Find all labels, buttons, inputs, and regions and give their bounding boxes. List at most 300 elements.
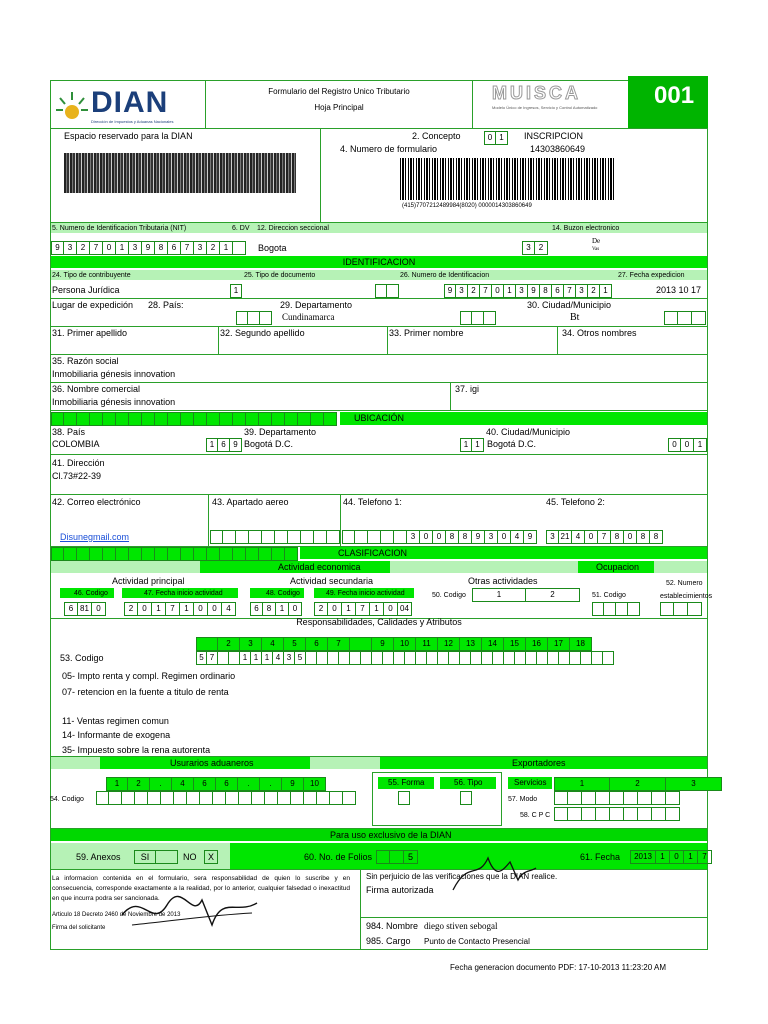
responsabilidad-number: 10 (394, 637, 416, 651)
fecha49-digit: 7 (356, 602, 370, 616)
codigo54-cell (252, 791, 265, 805)
buzon-label: 14. Buzon electronico (552, 225, 620, 232)
usuario-aduanero-number: 2 (128, 777, 150, 791)
anexos-si-label: SI (134, 850, 156, 864)
tipo-contribuyente-value: Persona Jurídica (52, 285, 120, 295)
cpc-cell (624, 807, 638, 821)
codigo53-digit (449, 651, 460, 665)
responsabilidad-item: 35- Impuesto sobre la rena autorenta (62, 745, 211, 755)
ciudad-digit: 0 (668, 438, 681, 452)
modo-cell (652, 791, 666, 805)
nit-digit: 2 (77, 241, 90, 255)
autorizada-signature (448, 850, 538, 895)
fecha49-digit: 1 (370, 602, 384, 616)
nit-digit: 3 (64, 241, 77, 255)
modo-cell (568, 791, 582, 805)
codigo53-digit (515, 651, 526, 665)
fecha-dian-label: 61. Fecha (580, 852, 621, 862)
modo-cell (638, 791, 652, 805)
ubicacion-cell (285, 412, 298, 426)
fecha-dian-digit: 1 (656, 850, 670, 864)
modo-cell (596, 791, 610, 805)
ubicacion-cell (259, 412, 272, 426)
codigo53-digit (383, 651, 394, 665)
codigo48-digit: 1 (276, 602, 289, 616)
responsabilidades-numbers (196, 637, 592, 651)
dian-logo (53, 84, 203, 128)
pais-label: 38. País (52, 427, 86, 437)
fecha-generacion: Fecha generacion documento PDF: 17-10-2013 11:23:20 AM (450, 963, 666, 972)
telefono2-label: 45. Telefono 2: (546, 497, 605, 507)
codigo54-cell (109, 791, 122, 805)
id-label-band (51, 270, 707, 280)
tipo-cells (460, 791, 472, 805)
segundo-apellido-label: 32. Segundo apellido (220, 328, 305, 338)
codigo54-cell (174, 791, 187, 805)
tipo-documento-cells (375, 284, 399, 298)
cpc-cells (554, 807, 680, 821)
usuario-aduanero-number: 1 (106, 777, 128, 791)
clasificacion-cell (168, 547, 181, 561)
telefono2-digit: 8 (650, 530, 663, 544)
codigo53-digit (460, 651, 471, 665)
direccion-label: 41. Dirección (52, 458, 105, 468)
departamento-digit: 1 (460, 438, 472, 452)
cargo-label: 985. Cargo (366, 936, 411, 946)
servicios-numbers (554, 777, 722, 791)
fecha-dian-digit: 2013 (630, 850, 656, 864)
nombre-value: diego stiven sebogal (424, 921, 498, 931)
codigo54-cell (304, 791, 317, 805)
tipo-contribuyente-label: 24. Tipo de contribuyente (52, 272, 131, 279)
ubicacion-cell (207, 412, 220, 426)
apartado-cell (249, 530, 262, 544)
dian-logo-text: DIAN (91, 86, 169, 119)
pais-exp-cells (236, 311, 272, 325)
dian-sun-icon (55, 90, 89, 124)
telefono1-digit: 9 (524, 530, 537, 544)
ubicacion-cell (77, 412, 90, 426)
cpc-cell (568, 807, 582, 821)
codigo46-label: 46. Codigo (74, 590, 108, 597)
razon-social-value: Inmobiliaria génesis innovation (52, 369, 176, 379)
ubicacion-cell (246, 412, 259, 426)
codigo48-digit: 0 (289, 602, 302, 616)
codigo53-digit (361, 651, 372, 665)
sigla-label: 37. igi (455, 384, 480, 394)
nit-digits (51, 241, 246, 255)
codigo53-digit (317, 651, 328, 665)
codigo53-digit (570, 651, 581, 665)
ubicacion-cell (116, 412, 129, 426)
departamento-value: Bogotá D.C. (244, 439, 294, 449)
fecha49-digit: 2 (314, 602, 328, 616)
pais-code (206, 438, 242, 452)
clasificacion-title: CLASIFICACION (338, 548, 408, 558)
codigo54-cell (226, 791, 239, 805)
fecha47-digit: 0 (138, 602, 152, 616)
codigo46-digit: 6 (64, 602, 78, 616)
nit-digit: 7 (181, 241, 194, 255)
apartado-cell (327, 530, 340, 544)
telefono2-digit: 8 (611, 530, 624, 544)
codigo53-digit: 3 (284, 651, 295, 665)
otros-nombres-label: 34. Otros nombres (562, 328, 637, 338)
ubicacion-cell (90, 412, 103, 426)
form-number: 001 (654, 82, 695, 109)
cpc-label: 58. C P C (520, 812, 551, 819)
direccion-value: Cl.73#22-39 (52, 471, 102, 481)
apartado-cell (275, 530, 288, 544)
fecha-dian-digit: 7 (698, 850, 712, 864)
ubicacion-cell (168, 412, 181, 426)
usuario-aduanero-number: . (238, 777, 260, 791)
fecha49-digit: 0 (384, 602, 398, 616)
codigo51-label: 51. Codigo (592, 592, 626, 599)
responsabilidad-number: 18 (570, 637, 592, 651)
cpc-cell (610, 807, 624, 821)
usuario-aduanero-number: 4 (172, 777, 194, 791)
codigo53-digit (592, 651, 603, 665)
codigo50-digit: 2 (526, 588, 580, 602)
codigo54-cell (148, 791, 161, 805)
fecha49-digit: 0 (328, 602, 342, 616)
responsabilidad-number (350, 637, 372, 651)
departamento-label: 39. Departamento (244, 427, 317, 437)
responsabilidad-number: 9 (372, 637, 394, 651)
nit-digit: 2 (207, 241, 220, 255)
responsabilidad-item: 11- Ventas regimen comun (62, 716, 169, 726)
telefono2-digit: 8 (637, 530, 650, 544)
telefono1-digit (381, 530, 394, 544)
apartado-cell (236, 530, 249, 544)
usuario-aduanero-number: 10 (304, 777, 326, 791)
ubicacion-title: UBICACIÓN (354, 413, 405, 423)
codigo53-label: 53. Codigo (60, 653, 104, 663)
ciudad-value: Bogotá D.C. (487, 439, 537, 449)
numero-establecimientos-label-2: establecimientos (660, 593, 713, 600)
tipo-label: 56. Tipo (454, 778, 483, 787)
cpc-cell (666, 807, 680, 821)
codigo50-cells (472, 588, 580, 602)
responsabilidad-item: 05- Impto renta y compl. Regimen ordinario (62, 671, 236, 681)
seccional-digit: 2 (535, 241, 548, 255)
numero-identificacion-digit: 7 (564, 284, 576, 298)
otras-actividades-label: Otras actividades (468, 576, 538, 586)
nit-digit: 1 (116, 241, 129, 255)
ciudad-exp-cells (664, 311, 706, 325)
numero-identificacion-digit: 2 (468, 284, 480, 298)
codigo48-digit: 8 (263, 602, 276, 616)
correo-label: 42. Correo electrónico (52, 497, 141, 507)
ubicacion-cell (220, 412, 233, 426)
actividad-secundaria-label: Actividad secundaria (290, 576, 374, 586)
servicio-number: 1 (554, 777, 610, 791)
depto-exp-label: 29. Departamento (280, 300, 353, 310)
modo-cell (666, 791, 680, 805)
departamento-digit: 1 (472, 438, 484, 452)
ubicacion-cells-left (51, 412, 337, 426)
anexos-no (204, 850, 218, 864)
firma-autorizada-label: Firma autorizada (366, 885, 434, 895)
numero-identificacion-digit: 1 (504, 284, 516, 298)
servicios-label: Servicios (514, 778, 547, 787)
lugar-expedicion-label: Lugar de expedición (52, 300, 134, 310)
numero-identificacion-digit: 9 (444, 284, 456, 298)
nit-digit (233, 241, 246, 255)
buzon-value-2: Vas (592, 247, 600, 252)
codigo54-cell (330, 791, 343, 805)
codigo53-digit: 1 (240, 651, 251, 665)
muisca-logo (480, 84, 620, 114)
codigo53-digit: 5 (196, 651, 207, 665)
codigo53-digit (482, 651, 493, 665)
dian-barcode-2d (64, 153, 296, 193)
departamento-code (460, 438, 484, 452)
seccional-code (522, 241, 548, 255)
codigo53-digit (438, 651, 449, 665)
usuarios-numbers (106, 777, 326, 791)
codigo53-digit (548, 651, 559, 665)
correo-value: Disunegmail.com (60, 532, 130, 542)
responsabilidad-number: 15 (504, 637, 526, 651)
clasificacion-cell (90, 547, 103, 561)
seccional-value: Bogota (258, 243, 287, 253)
numero-identificacion-digit: 9 (528, 284, 540, 298)
codigo53-digit: 7 (207, 651, 218, 665)
fecha47-digit: 0 (194, 602, 208, 616)
telefono2-digit: 21 (559, 530, 572, 544)
codigo54-cell (317, 791, 330, 805)
codigo54-cell (343, 791, 356, 805)
nit-digit: 9 (51, 241, 64, 255)
codigo54-cell (239, 791, 252, 805)
numero-identificacion-digit: 0 (492, 284, 504, 298)
responsabilidad-number: 6 (306, 637, 328, 651)
primer-apellido-label: 31. Primer apellido (52, 328, 128, 338)
codigo48-value (250, 602, 302, 616)
fecha47-value (124, 602, 236, 616)
numero-identificacion-digit: 6 (552, 284, 564, 298)
codigo53-digit (328, 651, 339, 665)
nombre-label: 984. Nombre (366, 921, 419, 931)
solicitante-signature (112, 885, 262, 935)
modo-cell (610, 791, 624, 805)
codigo54-cell (135, 791, 148, 805)
anexos-label: 59. Anexos (76, 852, 121, 862)
numero-identificacion-digit: 3 (456, 284, 468, 298)
telefono1-digit: 3 (407, 530, 420, 544)
folios-label: 60. No. de Folios (304, 852, 373, 862)
codigo54-cell (161, 791, 174, 805)
usuario-aduanero-number: 6 (194, 777, 216, 791)
razon-social-label: 35. Razón social (52, 356, 119, 366)
nit-label: 5. Numero de Identificacion Tributaria (NIT) (52, 225, 187, 232)
clasificacion-cell (181, 547, 194, 561)
pais-digit: 9 (230, 438, 242, 452)
dian-use-title: Para uso exclusivo de la DIAN (330, 830, 452, 840)
codigo54-label: 54. Codigo (50, 796, 84, 803)
fecha-dian-digit: 1 (684, 850, 698, 864)
modo-cell (582, 791, 596, 805)
muisca-logo-text: MUISCA (492, 83, 581, 103)
fecha47-digit: 1 (180, 602, 194, 616)
forma-cells (398, 791, 410, 805)
fecha47-digit: 2 (124, 602, 138, 616)
ciudad-exp-label: 30. Ciudad/Municipio (527, 300, 612, 310)
responsabilidad-number: 11 (416, 637, 438, 651)
clasificacion-cell (155, 547, 168, 561)
servicio-number: 3 (666, 777, 722, 791)
nit-digit: 0 (103, 241, 116, 255)
ubicacion-cell (298, 412, 311, 426)
clasificacion-cell (285, 547, 298, 561)
apartado-cell (223, 530, 236, 544)
muisca-logo-subtitle: Modelo Único de Ingresos, Servicio y Control Automatizado (492, 105, 598, 110)
pais-digit: 6 (218, 438, 230, 452)
responsabilidad-number: 17 (548, 637, 570, 651)
codigo53-digit (372, 651, 383, 665)
tipo-documento-label: 25. Tipo de documento (244, 272, 316, 279)
codigo53-digit (537, 651, 548, 665)
concepto-digit: 1 (496, 131, 508, 145)
anexos-no-label: NO (183, 852, 197, 862)
ubicacion-cell (324, 412, 337, 426)
codigo53-digit (504, 651, 515, 665)
telefono2-digit: 0 (585, 530, 598, 544)
clasificacion-cell (233, 547, 246, 561)
codigo53-digit: 1 (262, 651, 273, 665)
ubicacion-cell (155, 412, 168, 426)
numero-identificacion-digits (444, 284, 612, 298)
telefono1-digit: 9 (472, 530, 485, 544)
codigo54-cell (278, 791, 291, 805)
telefono1-label: 44. Telefono 1: (343, 497, 402, 507)
apartado-cell (314, 530, 327, 544)
codigo46-digit: 0 (92, 602, 106, 616)
ubicacion-cell (233, 412, 246, 426)
codigo53-digit: 1 (251, 651, 262, 665)
concepto-code (484, 131, 508, 145)
responsabilidad-number: 16 (526, 637, 548, 651)
codigo53-digit (427, 651, 438, 665)
numero-identificacion-digit: 1 (600, 284, 612, 298)
usuario-aduanero-number: . (150, 777, 172, 791)
codigo48-label: 48. Codigo (266, 590, 300, 597)
responsabilidad-number: 13 (460, 637, 482, 651)
codigo53-digit: 4 (273, 651, 284, 665)
nombre-comercial-value: Inmobiliaria génesis innovation (52, 397, 176, 407)
numero-identificacion-digit: 2 (588, 284, 600, 298)
telefono2-digit: 7 (598, 530, 611, 544)
responsabilidad-item: 07- retencion en la fuente a titulo de renta (62, 687, 229, 697)
usuario-aduanero-number: . (260, 777, 282, 791)
ubicacion-cell (51, 412, 64, 426)
codigo48-digit: 6 (250, 602, 263, 616)
tipo-contribuyente-code (230, 284, 242, 298)
apartado-cells (210, 530, 340, 544)
telefono1-digit: 3 (485, 530, 498, 544)
fecha47-digit: 4 (222, 602, 236, 616)
modo-cell (624, 791, 638, 805)
cpc-cell (582, 807, 596, 821)
usuario-aduanero-number: 6 (216, 777, 238, 791)
telefono1-digit: 0 (433, 530, 446, 544)
identificacion-title: IDENTIFICACION (342, 257, 416, 267)
codigo54-cells (96, 791, 356, 805)
buzon-value: De (592, 237, 601, 245)
clasificacion-cell (103, 547, 116, 561)
cpc-cell (554, 807, 568, 821)
responsabilidad-number: 5 (284, 637, 306, 651)
codigo53-digit (493, 651, 504, 665)
modo-cells (554, 791, 680, 805)
codigo53-digit (350, 651, 361, 665)
clasificacion-cell (194, 547, 207, 561)
form-barcode (400, 158, 614, 200)
cpc-cell (652, 807, 666, 821)
servicio-number: 2 (610, 777, 666, 791)
verificaciones-text: Sin perjuicio de las verificaciones que la DIAN realice. (366, 872, 558, 881)
ocupacion-label: Ocupacion (596, 562, 640, 572)
codigo54-cell (187, 791, 200, 805)
usuarios-aduaneros-title: Usurarios aduaneros (170, 758, 254, 768)
numero-identificacion-digit: 7 (480, 284, 492, 298)
ubicacion-cell (181, 412, 194, 426)
telefono1-digit (342, 530, 355, 544)
codigo53-values (196, 651, 614, 665)
telefono1-digit: 0 (420, 530, 433, 544)
responsabilidad-item: 14- Informante de exogena (62, 730, 171, 740)
concepto-value: INSCRIPCION (524, 131, 584, 141)
telefono1-digits (342, 530, 537, 544)
codigo53-digit (394, 651, 405, 665)
fecha-expedicion-label: 27. Fecha expedicion (618, 272, 685, 279)
codigo54-cell (122, 791, 135, 805)
fecha-expedicion-value: 2013 10 17 (656, 285, 702, 295)
responsabilidades-title: Responsabilidades, Calidades y Atributos (296, 617, 462, 627)
apartado-label: 43. Apartado aereo (212, 497, 289, 507)
nit-digit: 3 (194, 241, 207, 255)
codigo53-digit (416, 651, 427, 665)
nit-digit: 8 (155, 241, 168, 255)
codigo53-digit (603, 651, 614, 665)
actividad-economica-label: Actividad economica (278, 562, 361, 572)
ubicacion-cell (142, 412, 155, 426)
codigo54-cell (265, 791, 278, 805)
primer-nombre-label: 33. Primer nombre (389, 328, 464, 338)
ciudad-digit: 0 (681, 438, 694, 452)
nit-digit: 1 (220, 241, 233, 255)
numero-identificacion-digit: 3 (576, 284, 588, 298)
firma-solicitante-label: Firma del solicitante (52, 925, 106, 931)
codigo50-label: 50. Codigo (432, 592, 466, 599)
responsabilidad-number: 12 (438, 637, 460, 651)
clasificacion-cell (259, 547, 272, 561)
numero-establecimientos-label: 52. Numero (666, 580, 703, 587)
clasificacion-cell (246, 547, 259, 561)
pais-value: COLOMBIA (52, 439, 100, 449)
clasificacion-cell (272, 547, 285, 561)
ubicacion-cell (311, 412, 324, 426)
clasificacion-cell (142, 547, 155, 561)
clasificacion-cell (116, 547, 129, 561)
codigo54-cell (200, 791, 213, 805)
barcode-caption: (415)7707212489984(8020) 0000014303860649 (402, 203, 532, 209)
responsabilidad-number: 14 (482, 637, 504, 651)
telefono1-digit (355, 530, 368, 544)
article-text: Articulo 18 Decreto 2460 de Noviembre de 2013 (52, 912, 181, 918)
